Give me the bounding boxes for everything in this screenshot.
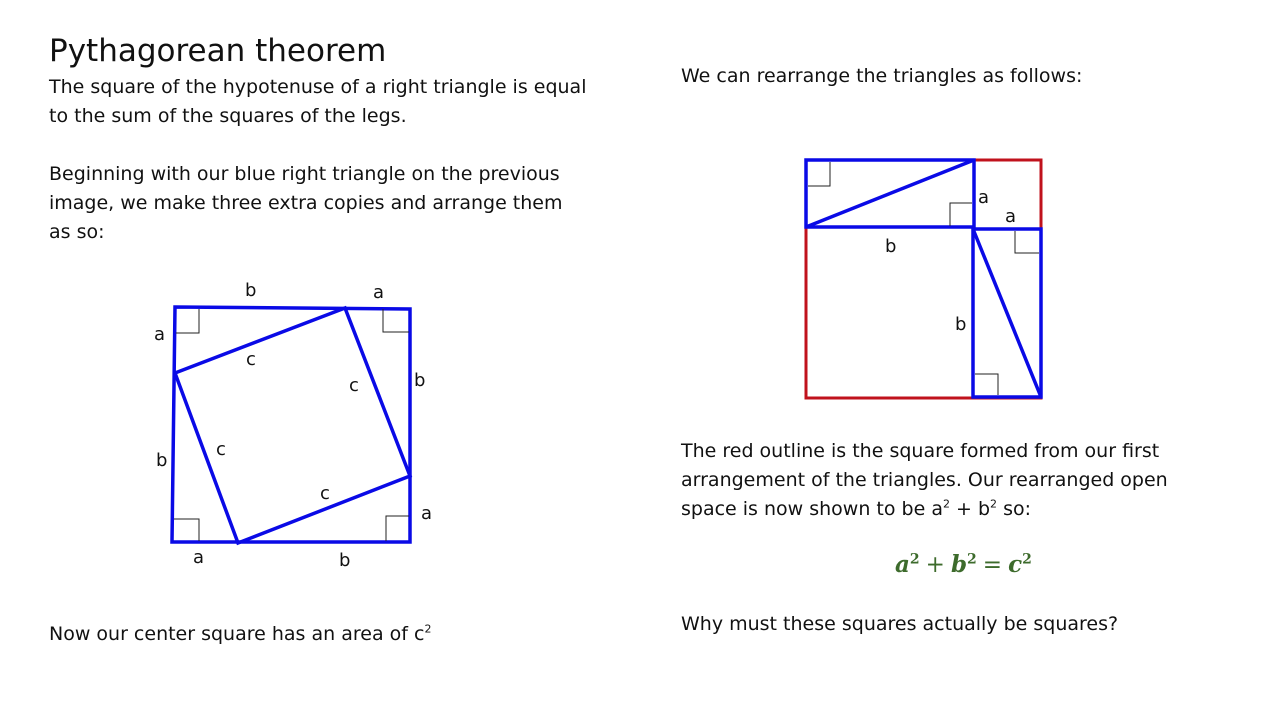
- right-angle-mark: [383, 309, 409, 332]
- diagonal-top: [806, 160, 974, 227]
- red-outline-line-2: arrangement of the triangles. Our rearranged open: [681, 469, 1168, 491]
- formula-equals: =: [982, 552, 1003, 578]
- right-angle-mark: [386, 516, 409, 541]
- label-a-r1: a: [978, 187, 990, 208]
- label-b-r1: b: [885, 236, 897, 257]
- label-b-right: b: [414, 370, 426, 391]
- formula-b-exp: 2: [967, 551, 977, 568]
- question-text: Why must these squares actually be squares?: [681, 613, 1119, 635]
- formula-plus: +: [925, 552, 945, 578]
- outer-square: [172, 307, 410, 542]
- left-right-angle-marks: [174, 309, 409, 541]
- red-outline-square: [806, 160, 1041, 398]
- label-c-4: c: [320, 483, 330, 504]
- formula-a: a: [895, 551, 910, 578]
- red-outline-line-3-c: so:: [997, 498, 1032, 520]
- label-c-3: c: [216, 439, 226, 460]
- intro-line-1: The square of the hypotenuse of a right triangle is equal: [49, 76, 587, 98]
- label-a-bottom: a: [193, 547, 205, 568]
- formula-a-exp: 2: [909, 551, 920, 568]
- label-c-2: c: [349, 375, 359, 396]
- intro-line-2: to the sum of the squares of the legs.: [49, 105, 407, 127]
- label-a-top: a: [373, 282, 385, 303]
- label-a-r2: a: [1005, 206, 1017, 227]
- label-b-left: b: [156, 450, 168, 471]
- diagonal-right: [973, 229, 1041, 397]
- center-area-exponent: 2: [424, 622, 432, 636]
- label-a-right: a: [421, 503, 433, 524]
- inner-square: [175, 308, 410, 543]
- beginning-line-1: Beginning with our blue right triangle on the previous: [49, 163, 560, 185]
- formula-b: b: [950, 551, 968, 578]
- label-b-bottom: b: [339, 550, 351, 571]
- right-diagram: [806, 160, 1041, 398]
- center-area-label: Now our center square has an area of c: [49, 623, 425, 645]
- formula-c-exp: 2: [1022, 551, 1032, 568]
- label-a-left: a: [154, 324, 166, 345]
- rearrange-text: We can rearrange the triangles as follows:: [681, 65, 1083, 87]
- red-outline-line-1: The red outline is the square formed from our first: [681, 440, 1160, 462]
- formula-c: c: [1008, 551, 1023, 578]
- label-b-r2: b: [955, 314, 967, 335]
- label-c-1: c: [246, 349, 256, 370]
- exp-a: 2: [942, 497, 950, 511]
- right-angle-mark: [176, 309, 199, 333]
- right-angle-mark: [975, 374, 998, 395]
- red-outline-line-3-a: space is now shown to be a: [681, 498, 943, 520]
- beginning-line-3: as so:: [49, 221, 105, 243]
- left-diagram: [172, 307, 410, 543]
- right-angle-mark: [174, 519, 199, 541]
- right-angle-mark: [808, 162, 830, 186]
- label-b-top: b: [245, 280, 257, 301]
- page-title: Pythagorean theorem: [49, 33, 387, 69]
- right-angle-mark: [950, 203, 972, 226]
- beginning-line-2: image, we make three extra copies and arrange them: [49, 192, 563, 214]
- right-angle-mark: [1015, 231, 1039, 253]
- red-outline-line-3-b: + b: [949, 498, 991, 520]
- exp-b: 2: [990, 497, 998, 511]
